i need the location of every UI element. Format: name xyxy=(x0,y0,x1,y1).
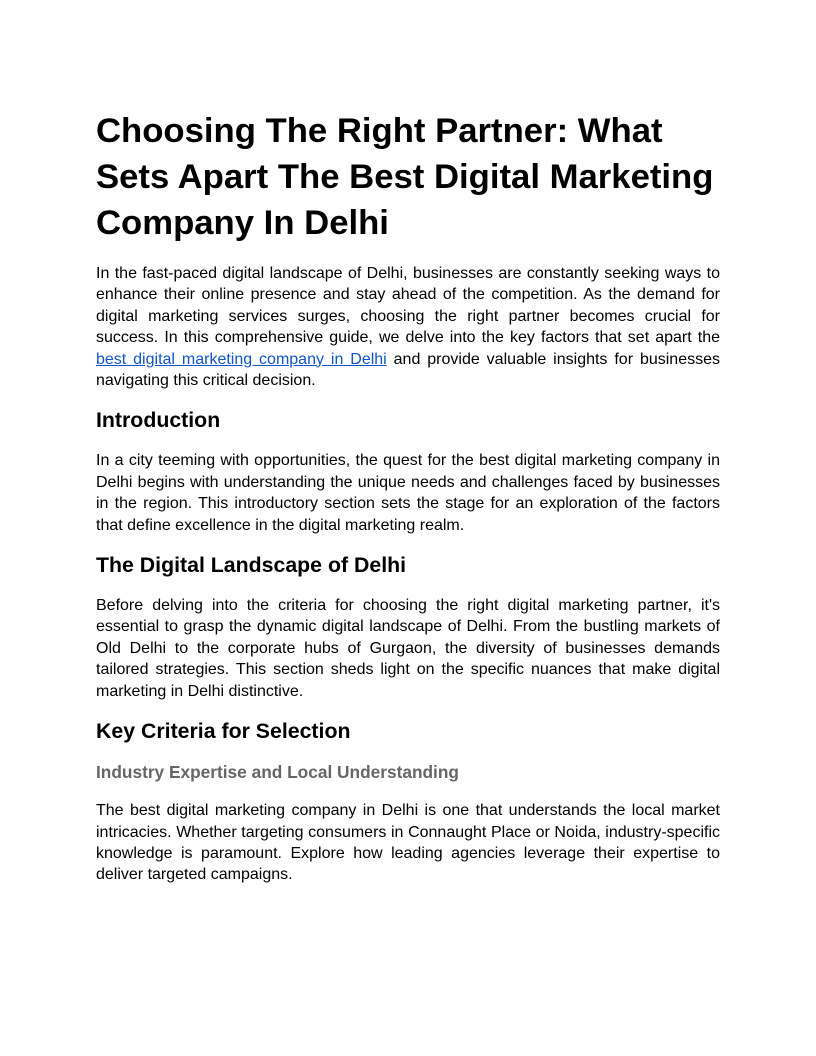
section-paragraph-digital-landscape: Before delving into the criteria for choosing the right digital marketing partner, it's essential to grasp the dynamic digital landscape of Delhi. From the bustling markets of Old Delhi to the corporate hubs of Gurgaon, the diversity of businesses demands tailored strategies. This section sheds light on the specific nuances that make digital marketing in Delhi distinctive. xyxy=(96,597,720,700)
section-paragraph-key-criteria: The best digital marketing company in Delhi is one that understands the local market intricacies. Whether targeting consumers in Connaught Place or Noida, industry-specific knowledge is paramount. Explore how leading agencies leverage their expertise to deliver targeted campaigns. xyxy=(96,802,720,884)
section-heading-introduction: Introduction xyxy=(96,408,221,433)
section-heading-digital-landscape: The Digital Landscape of Delhi xyxy=(96,553,407,578)
section-digital-landscape xyxy=(96,551,720,702)
intro-text-after-link: and provide valuable insights for businesses navigating this critical decision. xyxy=(96,350,720,390)
intro-paragraph xyxy=(96,263,720,391)
section-heading-key-criteria: Key Criteria for Selection xyxy=(96,719,351,744)
document-title: Choosing The Right Partner: What Sets Apart The Best Digital Marketing Company In Delhi xyxy=(96,112,714,242)
subheading-industry-expertise: Industry Expertise and Local Understanding xyxy=(96,762,459,783)
section-key-criteria xyxy=(96,717,720,886)
section-introduction xyxy=(96,406,720,536)
section-paragraph-introduction: In a city teeming with opportunities, the quest for the best digital marketing company in Delhi begins with understanding the unique needs and challenges faced by businesses in the region. This introductory section sets the stage for an exploration of the factors that define excellence in the digital marketing realm. xyxy=(96,452,720,534)
best-digital-marketing-company-link[interactable]: best digital marketing company in Delhi xyxy=(96,350,387,368)
intro-text-before-link: In the fast-paced digital landscape of Delhi, businesses are constantly seeking ways to enhance their online presence and stay ahead of the competition. As the demand for digital marketing services surges, choosing the right partner becomes crucial for success. In this comprehensive guide, we delve into the key factors that set apart the xyxy=(96,265,720,347)
